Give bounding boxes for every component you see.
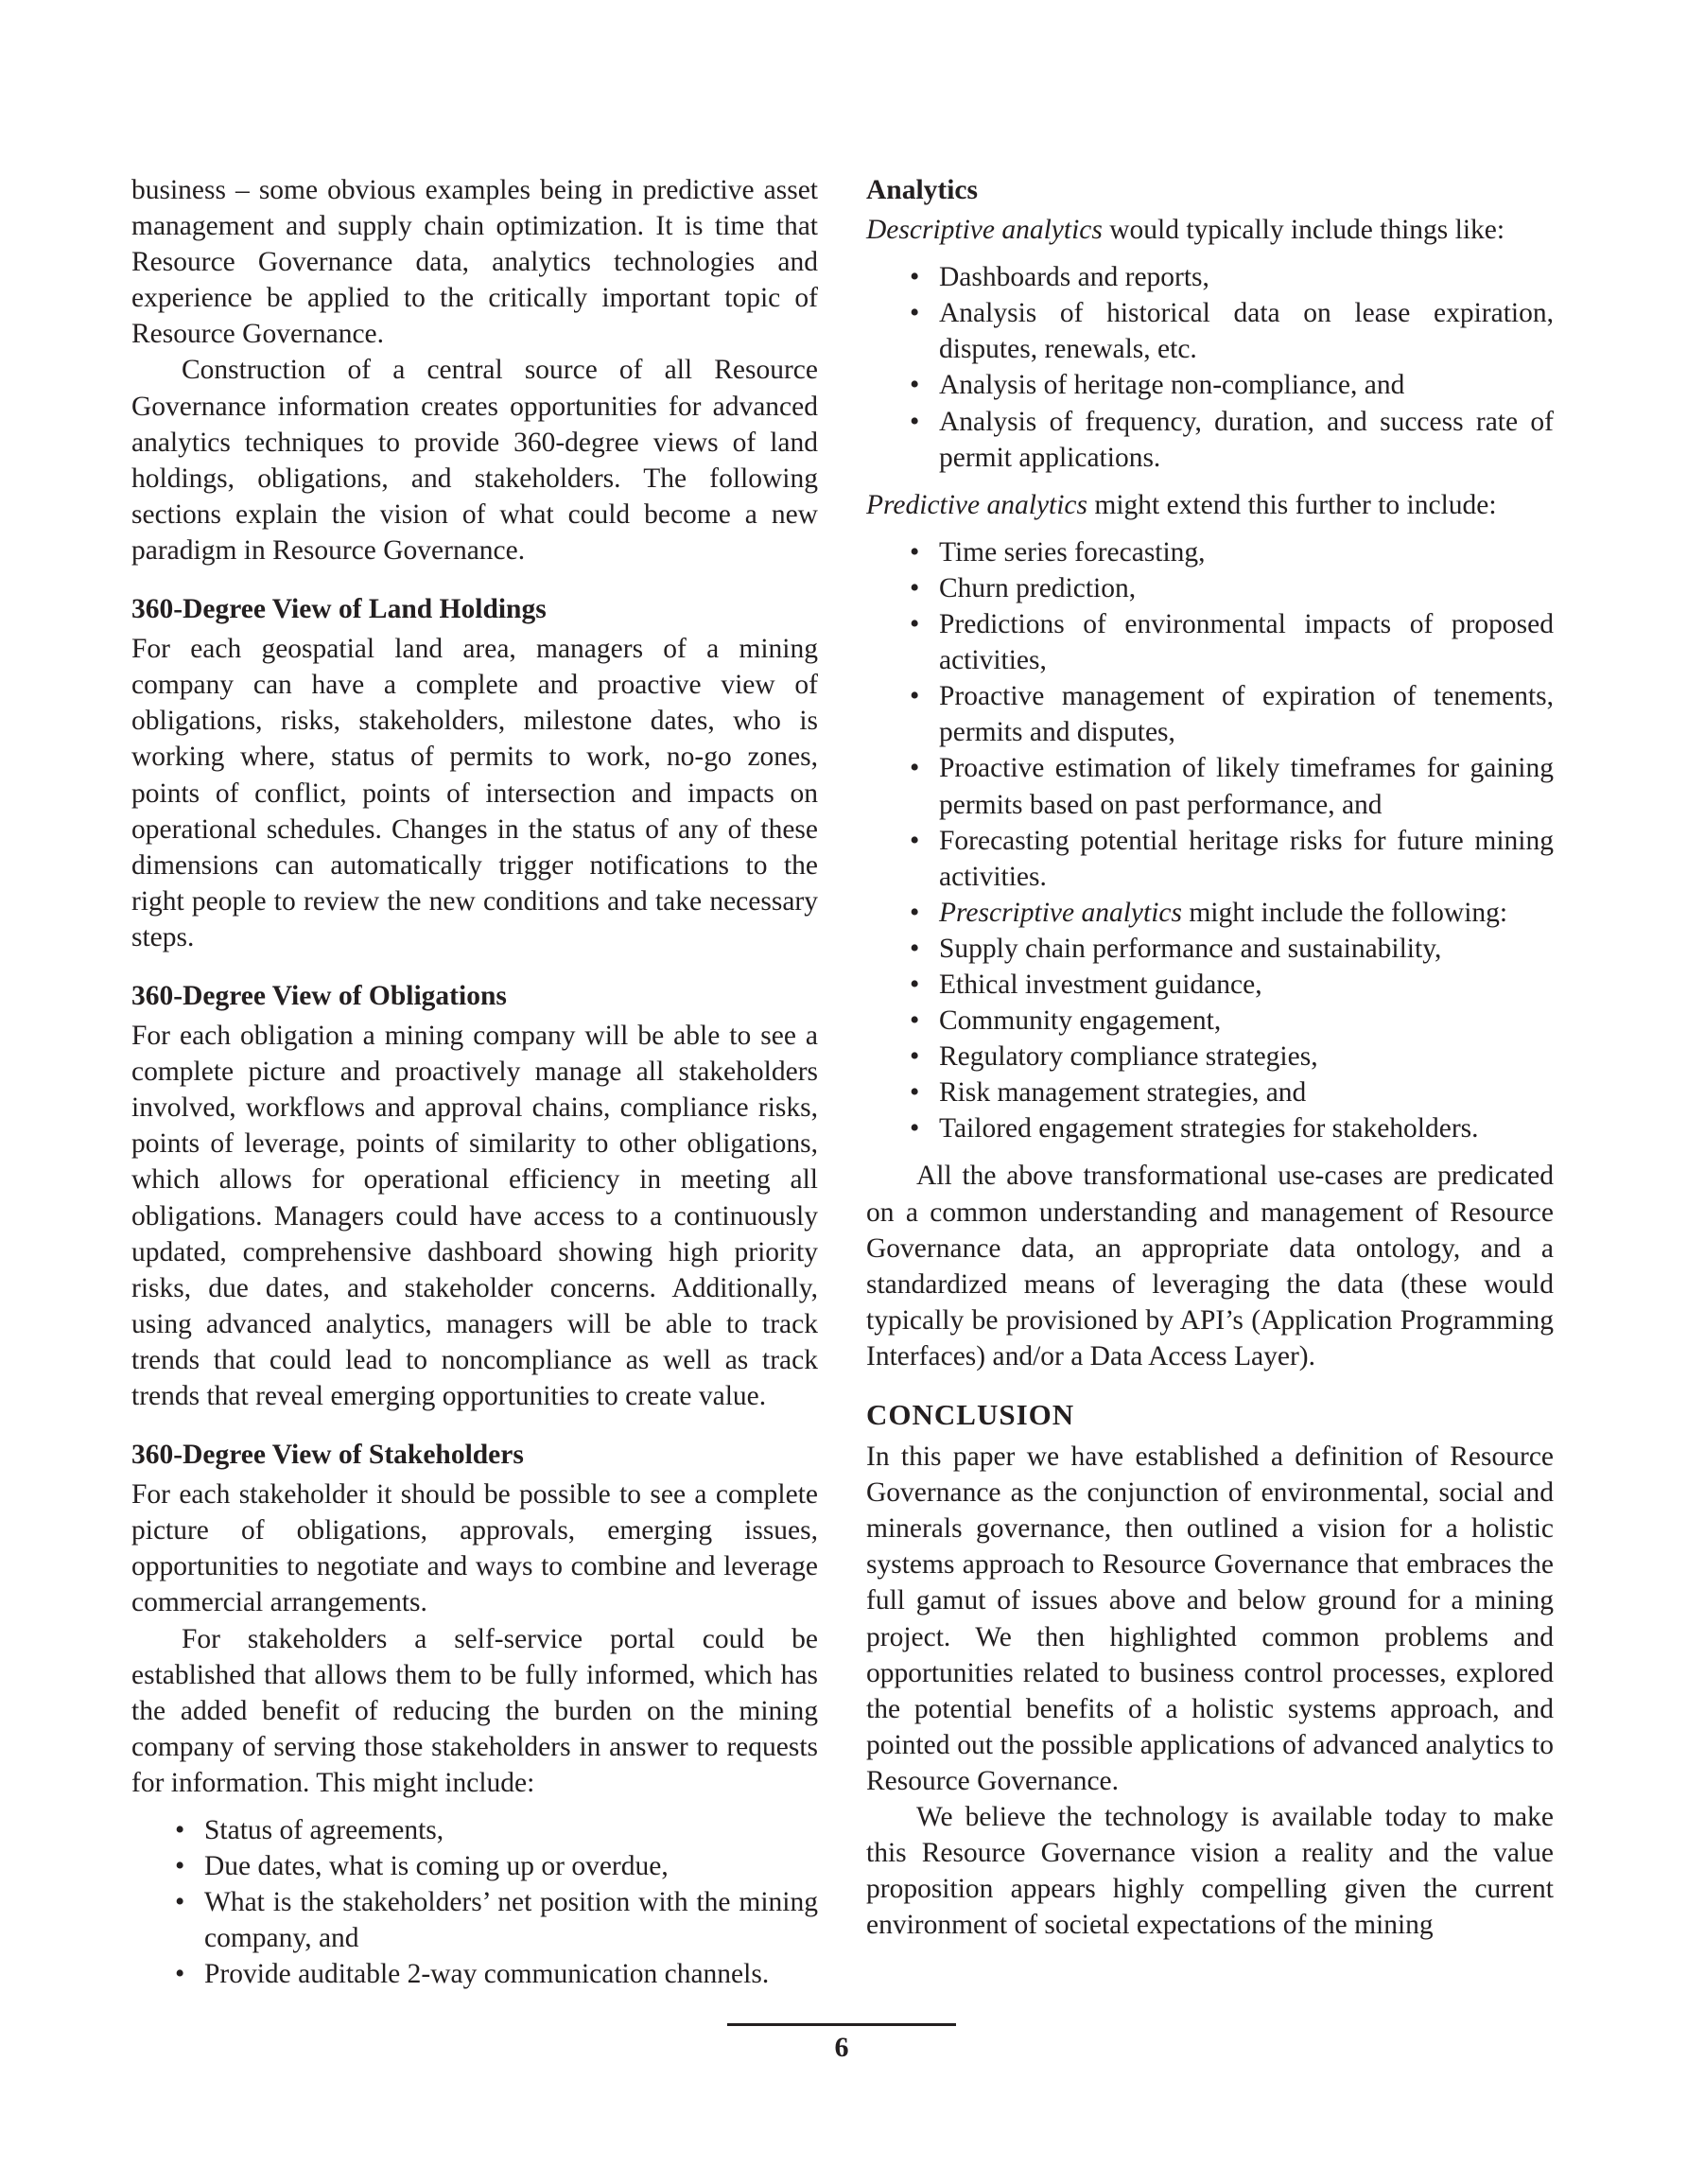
list-item: • Proactive estimation of likely timeframes for gaining permits based on past performance, and bbox=[910, 750, 1554, 822]
page-number: 6 bbox=[834, 2032, 849, 2063]
bullet-icon: • bbox=[910, 609, 920, 640]
heading-conclusion: CONCLUSION bbox=[866, 1398, 1075, 1431]
list-item: • Status of agreements, bbox=[175, 1812, 818, 1848]
stakeholder-portal-list bbox=[131, 1812, 818, 1992]
bullet-icon: • bbox=[910, 262, 920, 293]
paragraph-technology-available: We believe the technology is available today to make this Resource Governance vision a reality and the value proposition appears highly compelling given the current environment of societal expectations of the mining bbox=[866, 1802, 1554, 1941]
heading-obligations: 360-Degree View of Obligations bbox=[131, 980, 507, 1011]
bullet-icon: • bbox=[175, 1959, 185, 1990]
predictive-analytics-lead: Predictive analytics might extend this further to include: bbox=[866, 489, 1497, 520]
list-item: • Analysis of frequency, duration, and success rate of permit applications. bbox=[910, 404, 1554, 476]
list-item: • Predictions of environmental impacts of proposed activities, bbox=[910, 606, 1554, 678]
bullet-icon: • bbox=[910, 897, 920, 928]
bullet-icon: • bbox=[175, 1815, 185, 1846]
left-column bbox=[131, 172, 818, 2004]
paragraph-stakeholders: For each stakeholder it should be possible to see a complete picture of obligations, approvals, emerging issues, opportunities to negotiate and ways to combine and leverage commercial arrangements. bbox=[131, 1479, 818, 1618]
bullet-icon: • bbox=[910, 1005, 920, 1037]
list-item: • Community engagement, bbox=[910, 1003, 1554, 1039]
paragraph-obligations: For each obligation a mining company will be able to see a complete picture and proactively manage all stakeholders involved, workflows and approval chains, compliance risks, points of leverage, points of similarity to other obligations, which allows for operational efficiency in meeting all obligations. Managers could have access to a continuously updated, comprehensive dashboard showing high priority risks, due dates, and stakeholder concerns. Additionally, using advanced analytics, managers will be able to track trends that could lead to noncompliance as well as track trends that reveal emerging opportunities to create value. bbox=[131, 1021, 818, 1411]
bullet-icon: • bbox=[910, 406, 920, 437]
paragraph-self-service-portal: For stakeholders a self-service portal could be established that allows them to be fully informed, which has the added benefit of reducing the burden on the mining company of serving those stakeholders in answer to requests for information. This might include: bbox=[131, 1623, 818, 1798]
list-item: • Analysis of heritage non-compliance, and bbox=[910, 367, 1554, 403]
bullet-icon: • bbox=[910, 1113, 920, 1144]
bullet-icon: • bbox=[910, 1041, 920, 1073]
paragraph-conclusion: In this paper we have established a definition of Resource Governance as the conjunction of environmental, social and minerals governance, then outlined a vision for a holistic systems approach to Resource Governance that embraces the full gamut of issues above and below ground for a mining project. We then highlighted common problems and opportunities related to business control processes, explored the potential benefits of a holistic systems approach, and pointed out the possible applications of advanced analytics to Resource Governance. bbox=[866, 1441, 1554, 1796]
heading-land-holdings: 360-Degree View of Land Holdings bbox=[131, 594, 547, 625]
descriptive-analytics-list bbox=[866, 259, 1554, 476]
list-item: • Due dates, what is coming up or overdue, bbox=[175, 1848, 818, 1884]
footer-rule bbox=[727, 2023, 956, 2026]
list-item: • Provide auditable 2-way communication channels. bbox=[175, 1956, 818, 1992]
paragraph-land-holdings: For each geospatial land area, managers of a mining company can have a complete and proactive view of obligations, risks, stakeholders, milestone dates, who is working where, status of permits to work, no-go zones, points of conflict, points of intersection and impacts on operational schedules. Changes in the status of any of these dimensions can automatically trigger notifications to the right people to review the new conditions and take necessary steps. bbox=[131, 634, 818, 952]
list-item: • Forecasting potential heritage risks for future mining activities. bbox=[910, 823, 1554, 895]
list-item: • Supply chain performance and sustainability, bbox=[910, 931, 1554, 967]
list-item: • Regulatory compliance strategies, bbox=[910, 1039, 1554, 1075]
list-item: • Time series forecasting, bbox=[910, 534, 1554, 570]
paragraph-use-cases: All the above transformational use-cases are predicated on a common understanding and management of Resource Governance data, an appropriate data ontology, and a standardized means of leveraging the data (these would typically be provisioned by API’s (Application Programming Interfaces) and/or a Data Access Layer). bbox=[866, 1161, 1554, 1372]
list-item: • Dashboards and reports, bbox=[910, 259, 1554, 295]
right-column bbox=[866, 172, 1554, 1943]
list-item: • Risk management strategies, and bbox=[910, 1075, 1554, 1110]
bullet-icon: • bbox=[910, 681, 920, 712]
list-item-prescriptive-lead: • Prescriptive analytics might include the following: bbox=[910, 895, 1554, 931]
bullet-icon: • bbox=[910, 753, 920, 784]
predictive-analytics-list bbox=[866, 534, 1554, 1147]
list-item: • Proactive management of expiration of tenements, permits and disputes, bbox=[910, 678, 1554, 750]
bullet-icon: • bbox=[910, 298, 920, 329]
bullet-icon: • bbox=[175, 1851, 185, 1882]
descriptive-analytics-lead: Descriptive analytics would typically include things like: bbox=[866, 215, 1505, 246]
bullet-icon: • bbox=[910, 969, 920, 1000]
list-item: • Ethical investment guidance, bbox=[910, 967, 1554, 1003]
bullet-icon: • bbox=[910, 536, 920, 568]
bullet-icon: • bbox=[910, 825, 920, 856]
list-item: • Tailored engagement strategies for stakeholders. bbox=[910, 1110, 1554, 1146]
bullet-icon: • bbox=[175, 1887, 185, 1918]
bullet-icon: • bbox=[910, 572, 920, 603]
list-item: • Churn prediction, bbox=[910, 570, 1554, 606]
heading-stakeholders: 360-Degree View of Stakeholders bbox=[131, 1440, 524, 1471]
list-item: • What is the stakeholders’ net position with the mining company, and bbox=[175, 1884, 818, 1956]
heading-analytics: Analytics bbox=[866, 175, 978, 205]
list-item: • Analysis of historical data on lease expiration, disputes, renewals, etc. bbox=[910, 295, 1554, 367]
bullet-icon: • bbox=[910, 1077, 920, 1109]
paragraph-central-source: Construction of a central source of all Resource Governance information creates opportunities for advanced analytics techniques to provide 360-degree views of land holdings, obligations, and stakeholders. The following sections explain the vision of what could become a new paradigm in Resource Governance. bbox=[131, 355, 818, 566]
bullet-icon: • bbox=[910, 370, 920, 401]
bullet-icon: • bbox=[910, 933, 920, 964]
paragraph-intro-continued: business – some obvious examples being in predictive asset management and supply chain optimization. It is time that Resource Governance data, analytics technologies and experience be applied to the critically important topic of Resource Governance. bbox=[131, 175, 818, 350]
